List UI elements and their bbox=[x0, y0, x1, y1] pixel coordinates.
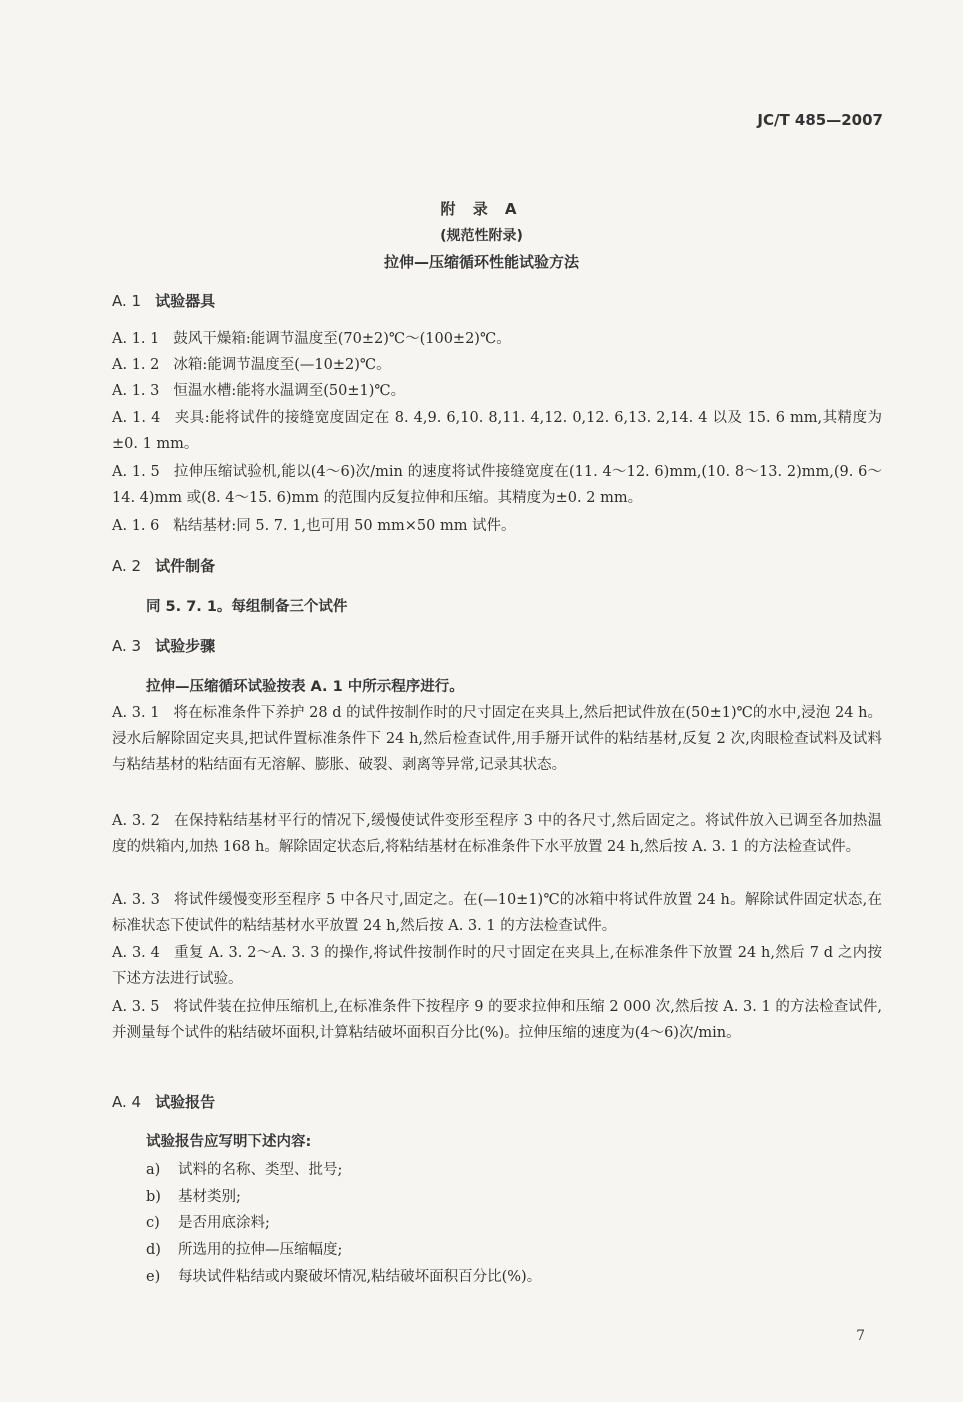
clause-number: A. 1. 5 bbox=[112, 464, 160, 480]
clause-number: A. 3. 3 bbox=[112, 892, 160, 908]
clause-text: 将试件装在拉伸压缩机上,在标准条件下按程序 9 的要求拉伸和压缩 2 000 次,然后按 A. 3. 1 的方法检查试件,并测量每个试件的粘结破坏面积,计算粘结破坏面积百分比(%)。拉伸压缩的速度为(4～6)次/min。 bbox=[112, 999, 883, 1041]
section-title: 试验报告 bbox=[155, 1093, 216, 1111]
clause-text: 在保持粘结基材平行的情况下,缓慢使试件变形至程序 3 中的各尺寸,然后固定之。将试件放入已调至各加热温度的烘箱内,加热 168 h。解除固定状态后,将粘结基材在标准条件下水平放置 24 h,然后按 A. 3. 1 的方法检查试件。 bbox=[112, 813, 882, 855]
list-text: 所选用的拉伸—压缩幅度; bbox=[178, 1242, 343, 1258]
clause-a-1-2 bbox=[112, 352, 882, 378]
clause-number: A. 1. 2 bbox=[112, 357, 160, 373]
clause-text: 重复 A. 3. 2～A. 3. 3 的操作,将试件按制作时的尺寸固定在夹具上,在标准条件下放置 24 h,然后 7 d 之内按下述方法进行试验。 bbox=[112, 945, 882, 987]
clause-a-1-4 bbox=[112, 405, 882, 457]
standard-code: JC/T 485—2007 bbox=[757, 111, 883, 129]
clause-a-3-2 bbox=[112, 808, 882, 860]
clause-a-1-1 bbox=[112, 326, 882, 352]
clause-text: 粘结基材:同 5. 7. 1,也可用 50 mm×50 mm 试件。 bbox=[173, 518, 516, 534]
section-number: A. 1 bbox=[112, 292, 142, 310]
clause-text: 鼓风干燥箱:能调节温度至(70±2)℃～(100±2)℃。 bbox=[173, 331, 511, 347]
appendix-heading: 拉伸—压缩循环性能试验方法 bbox=[383, 253, 579, 271]
list-text: 是否用底涂料; bbox=[178, 1215, 270, 1231]
list-item bbox=[146, 1185, 241, 1206]
section-a2-heading bbox=[112, 555, 215, 576]
clause-a-3-4 bbox=[112, 940, 882, 992]
section-a3-heading bbox=[112, 635, 215, 656]
list-item bbox=[146, 1158, 342, 1179]
list-marker: d) bbox=[146, 1242, 161, 1258]
section-number: A. 2 bbox=[112, 557, 142, 575]
list-text: 试料的名称、类型、批号; bbox=[178, 1162, 343, 1178]
section-title: 试件制备 bbox=[155, 557, 216, 575]
clause-number: A. 3. 5 bbox=[112, 999, 160, 1015]
section-title: 试验步骤 bbox=[155, 637, 216, 655]
section-number: A. 4 bbox=[112, 1093, 142, 1111]
clause-text: 冰箱:能调节温度至(—10±2)℃。 bbox=[173, 357, 391, 373]
list-text: 基材类别; bbox=[178, 1189, 241, 1205]
list-marker: b) bbox=[146, 1189, 161, 1205]
section-title: 试验器具 bbox=[155, 292, 216, 310]
clause-number: A. 3. 4 bbox=[112, 945, 160, 961]
clause-number: A. 1. 3 bbox=[112, 383, 160, 399]
clause-number: A. 1. 4 bbox=[112, 410, 161, 426]
a4-intro: 试验报告应写明下述内容: bbox=[146, 1134, 312, 1150]
section-a1-heading bbox=[112, 290, 215, 311]
list-item bbox=[146, 1265, 541, 1286]
clause-a-3-3 bbox=[112, 887, 882, 939]
clause-number: A. 1. 1 bbox=[112, 331, 160, 347]
list-item bbox=[146, 1211, 270, 1232]
clause-text: 恒温水槽:能将水温调至(50±1)℃。 bbox=[173, 383, 406, 399]
clause-number: A. 3. 1 bbox=[112, 705, 160, 721]
page-number: 7 bbox=[856, 1328, 865, 1344]
clause-number: A. 3. 2 bbox=[112, 813, 160, 829]
clause-a-1-5 bbox=[112, 459, 882, 511]
clause-number: A. 1. 6 bbox=[112, 518, 160, 534]
clause-text: 拉伸压缩试验机,能以(4～6)次/min 的速度将试件接缝宽度在(11. 4～12. 6)mm,(10. 8～13. 2)mm,(9. 6～14. 4)mm 或(8. 4～15. 6)mm 的范围内反复拉伸和压缩。其精度为±0. 2 mm。 bbox=[112, 464, 883, 506]
clause-text: 将在标准条件下养护 28 d 的试件按制作时的尺寸固定在夹具上,然后把试件放在(50±1)℃的水中,浸泡 24 h。浸水后解除固定夹具,把试件置标准条件下 24 h,然后检查试件,用手掰开试件的粘结基材,反复 2 次,肉眼检查试料及试料与粘结基材的粘结面有无溶解、膨胀、破裂、剥离等异常,记录其状态。 bbox=[112, 705, 882, 773]
clause-a-3-1 bbox=[112, 700, 882, 778]
list-text: 每块试件粘结或内聚破坏情况,粘结破坏面积百分比(%)。 bbox=[178, 1269, 542, 1285]
a3-intro: 拉伸—压缩循环试验按表 A. 1 中所示程序进行。 bbox=[146, 679, 464, 695]
clause-text: 夹具:能将试件的接缝宽度固定在 8. 4,9. 6,10. 8,11. 4,12. 0,12. 6,13. 2,14. 4 以及 15. 6 mm,其精度为±0. 1 mm。 bbox=[112, 410, 882, 452]
section-a4-heading bbox=[112, 1091, 215, 1112]
appendix-subtitle: (规范性附录) bbox=[440, 228, 523, 244]
clause-a-1-3 bbox=[112, 378, 882, 404]
a2-text: 同 5. 7. 1。每组制备三个试件 bbox=[146, 599, 348, 615]
clause-a-3-5 bbox=[112, 994, 882, 1046]
clause-a-1-6 bbox=[112, 513, 882, 539]
appendix-title: 附 录 A bbox=[440, 200, 523, 218]
list-marker: e) bbox=[146, 1269, 161, 1285]
list-marker: c) bbox=[146, 1215, 160, 1231]
section-number: A. 3 bbox=[112, 637, 142, 655]
clause-text: 将试件缓慢变形至程序 5 中各尺寸,固定之。在(—10±1)℃的冰箱中将试件放置 24 h。解除试件固定状态,在标准状态下使试件的粘结基材水平放置 24 h,然后按 A. 3. 1 的方法检查试件。 bbox=[112, 892, 882, 934]
list-item bbox=[146, 1238, 342, 1259]
list-marker: a) bbox=[146, 1162, 161, 1178]
